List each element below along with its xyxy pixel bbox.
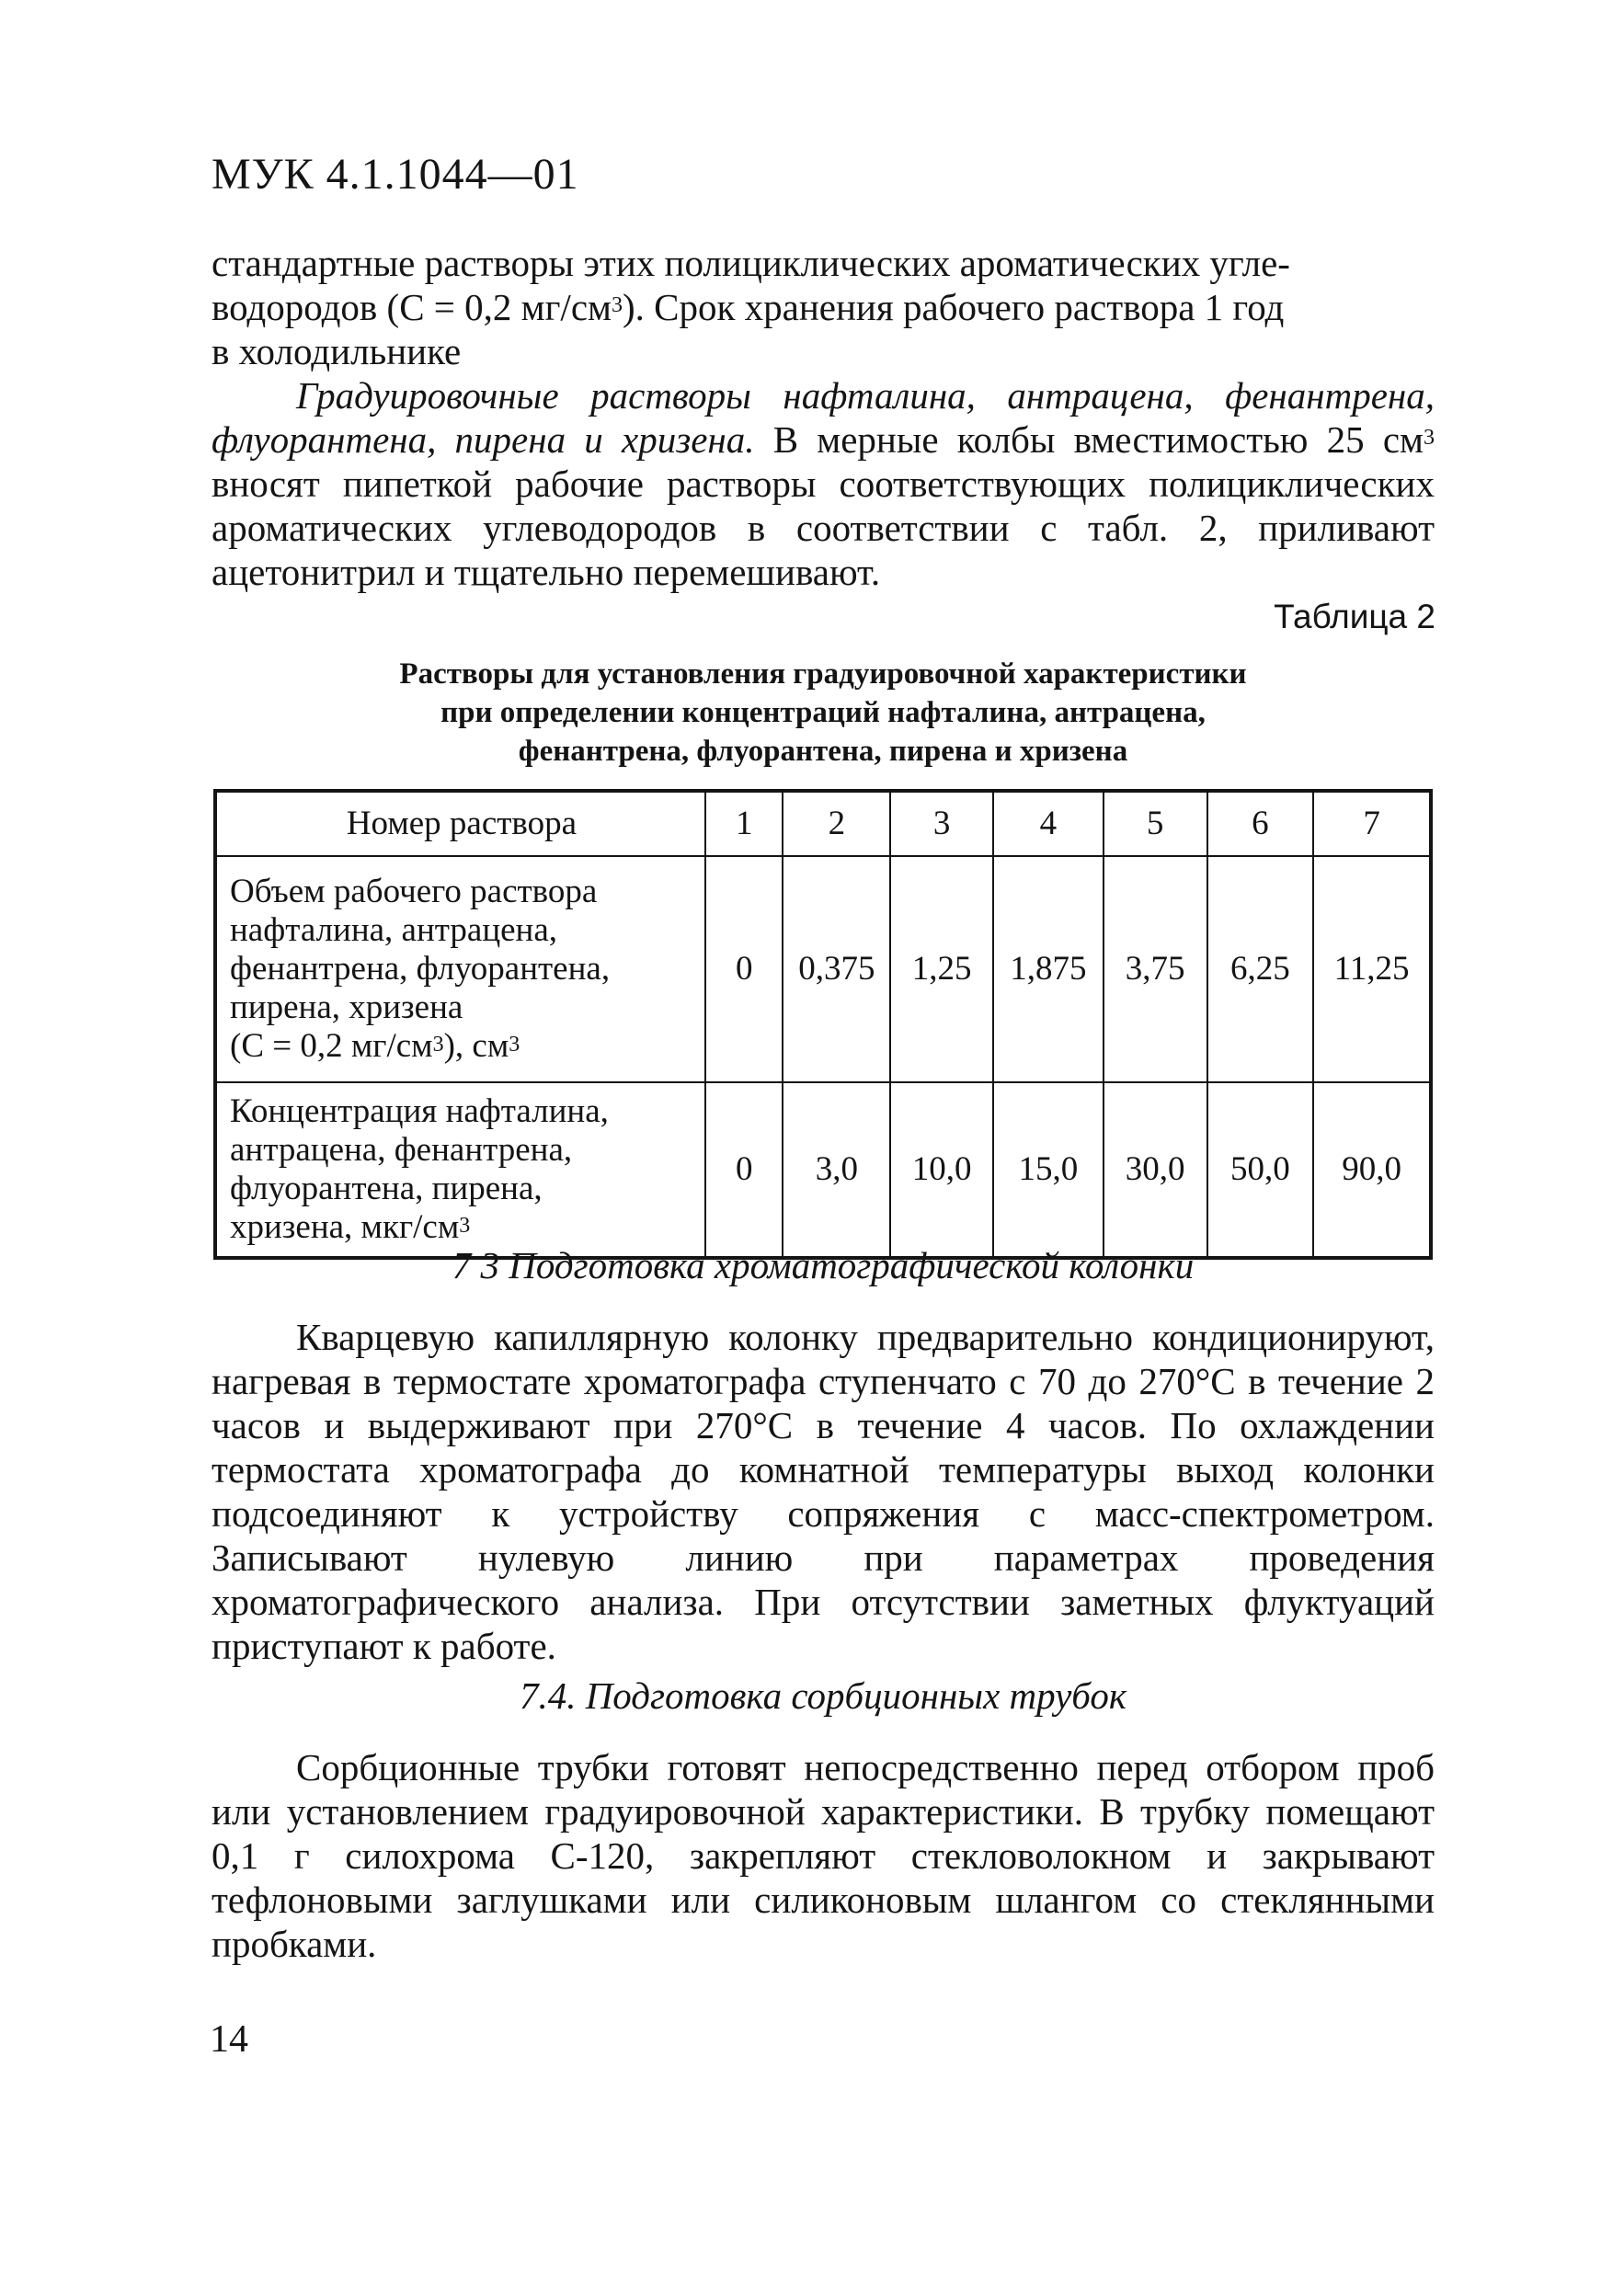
table-header-cell: 1 [705,791,783,856]
table-cell: 6,25 [1207,856,1314,1082]
table-cell: 3,75 [1104,856,1207,1082]
table-header-cell: 7 [1313,791,1431,856]
table-header-label: Номер раствора [215,791,705,856]
row-label-line: пирена, хризена [230,988,463,1026]
page-number: 14 [210,2018,248,2061]
table-row-concentration [215,1082,1431,1258]
table-cell: 15,0 [993,1082,1104,1258]
table-title-line3: фенантрена, флуорантена, пирена и хризена [518,735,1128,768]
table-header-cell: 2 [783,791,890,856]
paragraph-intro-line1: стандартные растворы этих полициклических ароматических угле- [212,242,1290,284]
table-cell: 50,0 [1207,1082,1314,1258]
table-header-cell: 4 [993,791,1104,856]
section-title-tube-prep: 7.4. Подготовка сорбционных трубок [519,1674,1127,1717]
paragraph-calibration-italic-heading: Градуировочные растворы нафталина, антрацена, фенантрена, флуорантена, пирена и хризена. [212,374,1435,461]
table-cell: 0 [705,1082,783,1258]
paragraph-intro-line2b: ). Срок хранения рабочего раствора 1 год [622,286,1285,328]
table-cell: 0,375 [783,856,890,1082]
paragraph-intro-line2a: водородов (С = 0,2 мг/см [212,286,612,328]
table-title [212,655,1435,771]
table-cell: 1,875 [993,856,1104,1082]
paragraph-column-prep: Кварцевую капиллярную колонку предварительно кондиционируют, нагревая в термостате хроматографа ступенчато с 70 до 270°С в течение 2 часов и выдерживают при 270°С в течение 4 часов. По охлаждении термостата хроматографа до комнатной температуры выход колонки подсоединяют к устройству сопряжения с масс-спектрометром. Записывают нулевую линию при параметрах проведения хроматографического анализа. При отсутствии заметных флуктуаций приступают к работе. [212,1316,1435,1667]
row-label-line: фенантрена, флуорантена, [230,950,611,988]
table-header-cell: 6 [1207,791,1314,856]
table-title-line1: Растворы для установления градуировочной характеристики [399,657,1247,691]
table-cell: 11,25 [1313,856,1431,1082]
superscript: 3 [432,1033,444,1057]
table-row-concentration-label [215,1082,705,1258]
table-cell: 1,25 [890,856,993,1082]
section-title-column-prep: 7 3 Подготовка хроматографической колонки [452,1244,1195,1286]
table-cell: 0 [705,856,783,1082]
row-label-line: антрацена, фенантрена, [230,1131,573,1169]
paragraph-calibration-text-b: вносят пипеткой рабочие растворы соответствующих полициклических ароматических углеводородов в соответствии с табл. 2, приливают ацетонитрил и тщательно перемешивают. [212,463,1435,593]
paragraph-intro-line3: в холодильнике [212,330,462,372]
paragraph-calibration-text-a: В мерные колбы вместимостью 25 см [754,418,1424,461]
table-header-cell: 5 [1104,791,1207,856]
paragraph-tube-prep: Сорбционные трубки готовят непосредственно перед отбором проб или установлением градуировочной характеристики. В трубку помещают 0,1 г силохрома С-120, закрепляют стекловолокном и закрывают тефлоновыми заглушками или силиконовым шлангом со стеклянными пробками. [212,1746,1435,1965]
table-header-cell: 3 [890,791,993,856]
table-cell: 90,0 [1313,1082,1431,1258]
row-label-line: нафталина, антрацена, [230,911,558,949]
superscript: 3 [509,1033,520,1057]
row-label-line: (С = 0,2 мг/см [230,1027,433,1065]
row-label-line: хризена, мкг/см [230,1208,460,1246]
table-cell: 3,0 [783,1082,890,1258]
row-label-line: ), см [443,1027,509,1065]
paragraph-intro [212,241,1435,373]
row-label-line: флуорантена, пирена, [230,1170,543,1207]
superscript: 3 [1424,426,1435,450]
solutions-table [213,789,1433,1260]
row-label-line: Концентрация нафталина, [230,1092,609,1130]
table-row-volume [215,856,1431,1082]
table-header-row [215,791,1431,856]
table-row-volume-label [215,856,705,1082]
superscript: 3 [611,293,623,317]
table-cell: 30,0 [1104,1082,1207,1258]
table-title-line2: при определении концентраций нафталина, антрацена, [440,696,1206,729]
superscript: 3 [459,1214,471,1238]
row-label-line: Объем рабочего раствора [230,873,598,910]
document-header: МУК 4.1.1044—01 [212,150,579,199]
paragraph-calibration-solutions [212,373,1435,594]
table-label: Таблица 2 [1274,598,1435,635]
table-cell: 10,0 [890,1082,993,1258]
